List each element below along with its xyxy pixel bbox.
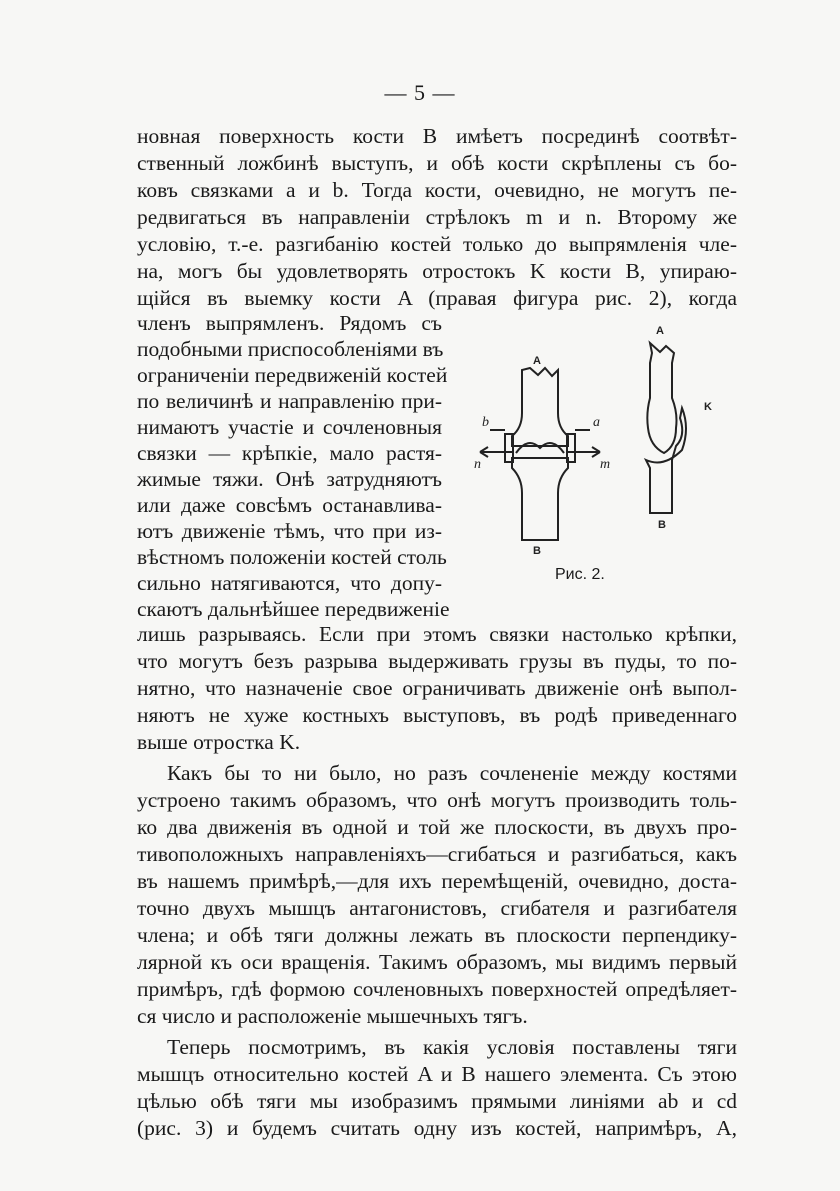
figure-caption: Рис. 2. — [555, 566, 605, 583]
text-line: нятно, что назначеніе свое ограничивать движеніе онѣ выпол- — [137, 676, 737, 700]
text-line: нимаютъ участіе и сочленовныя — [137, 415, 442, 439]
text-line: Какъ бы то ни было, но разъ сочлененіе между костями — [167, 761, 737, 785]
text-line: ко два движенія въ одной и той же плоскости, въ двухъ про- — [137, 815, 737, 839]
text-line: точно двухъ мышцъ антагонистовъ, сгибателя и разгибателя — [137, 896, 737, 920]
text-line: по величинѣ и направленію при- — [137, 389, 442, 413]
label-a-lig: a — [593, 415, 600, 430]
text-line: ютъ движеніе тѣмъ, что при из- — [137, 519, 442, 543]
text-line: ственный ложбинѣ выступъ, и обѣ кости скрѣплены съ бо- — [137, 151, 737, 175]
text-line: редвигаться въ направленіи стрѣлокъ m и n. Второму же — [137, 205, 737, 229]
text-line: примѣръ, гдѣ формою сочленовныхъ поверхностей опредѣляет- — [137, 977, 737, 1001]
page-number: — 5 — — [384, 80, 456, 105]
text-line: Теперь посмотримъ, въ какія условія поставлены тяги — [167, 1035, 737, 1059]
label-b-right: B — [658, 519, 666, 531]
bone-a-right — [647, 343, 676, 453]
text-line: или даже совсѣмъ останавлива- — [137, 493, 442, 517]
text-line: ся число и расположеніе мышечныхъ тягъ. — [137, 1004, 528, 1028]
text-line: подобными приспособленіями въ — [137, 337, 444, 361]
label-b-left: B — [533, 545, 541, 557]
text-line: жимые тяжи. Онѣ затрудняютъ — [137, 467, 442, 491]
text-line: ограниченіи передвиженій костей — [137, 363, 448, 387]
text-line: вѣстномъ положеніи костей столь — [137, 545, 447, 569]
text-line: мышцъ относительно костей A и B нашего элемента. Съ этою — [137, 1062, 737, 1086]
bone-b-right — [646, 408, 686, 513]
text-line: условію, т.-е. разгибанію костей только до выпрямленія чле- — [137, 232, 737, 256]
text-line: цѣлью обѣ тяги мы изобразимъ прямыми линіями ab и cd — [137, 1089, 737, 1113]
label-a-left: A — [533, 355, 541, 367]
text-line: что могутъ безъ разрыва выдерживать грузы въ пуды, то по- — [137, 649, 737, 673]
text-line: ковъ связками a и b. Тогда кости, очевидно, не могутъ пе- — [137, 178, 737, 202]
text-line: (рис. 3) и будемъ считать одну изъ костей, напримѣръ, A, — [137, 1116, 737, 1140]
bone-a-left — [512, 368, 568, 446]
text-line: лишь разрываясь. Если при этомъ связки настолько крѣпки, — [137, 622, 737, 646]
text-line: устроено такимъ образомъ, что онѣ могутъ производить толь- — [137, 788, 737, 812]
label-k: K — [704, 401, 712, 413]
text-line: въ нашемъ примѣрѣ,—для ихъ перемѣщеній, очевидно, доста- — [137, 869, 737, 893]
joint-surface — [516, 443, 564, 453]
text-line: скаютъ дальнѣйшее передвиженіе — [137, 597, 450, 621]
text-line: членъ выпрямленъ. Рядомъ съ — [137, 311, 442, 335]
text-line: лярной къ оси вращенія. Такимъ образомъ, мы видимъ первый — [137, 950, 737, 974]
text-line: связки — крѣпкіе, мало растя- — [137, 441, 442, 465]
text-line: выше отростка K. — [137, 730, 301, 754]
label-m: m — [600, 457, 611, 472]
label-a-right: A — [656, 325, 664, 337]
text-line: на, могъ бы удовлетворять отростокъ K кости B, упираю- — [137, 259, 737, 283]
bone-b-left — [512, 458, 568, 540]
text-line: няютъ не хуже костныхъ выступовъ, въ родѣ приведеннаго — [137, 703, 737, 727]
text-line: сильно натягиваются, что допу- — [137, 571, 442, 595]
figure-joint-diagram — [450, 318, 740, 593]
label-b-lig: b — [482, 415, 489, 430]
text-line: тивоположныхъ направленіяхъ—сгибаться и разгибаться, какъ — [137, 842, 737, 866]
text-line: щійся въ выемку кости A (правая фигура рис. 2), когда — [137, 286, 737, 310]
text-line: члена; и обѣ тяги должны лежать въ плоскости перпендику- — [137, 923, 737, 947]
text-line: новная поверхность кости B имѣетъ посрединѣ соотвѣт- — [137, 124, 737, 148]
label-n: n — [474, 457, 481, 472]
